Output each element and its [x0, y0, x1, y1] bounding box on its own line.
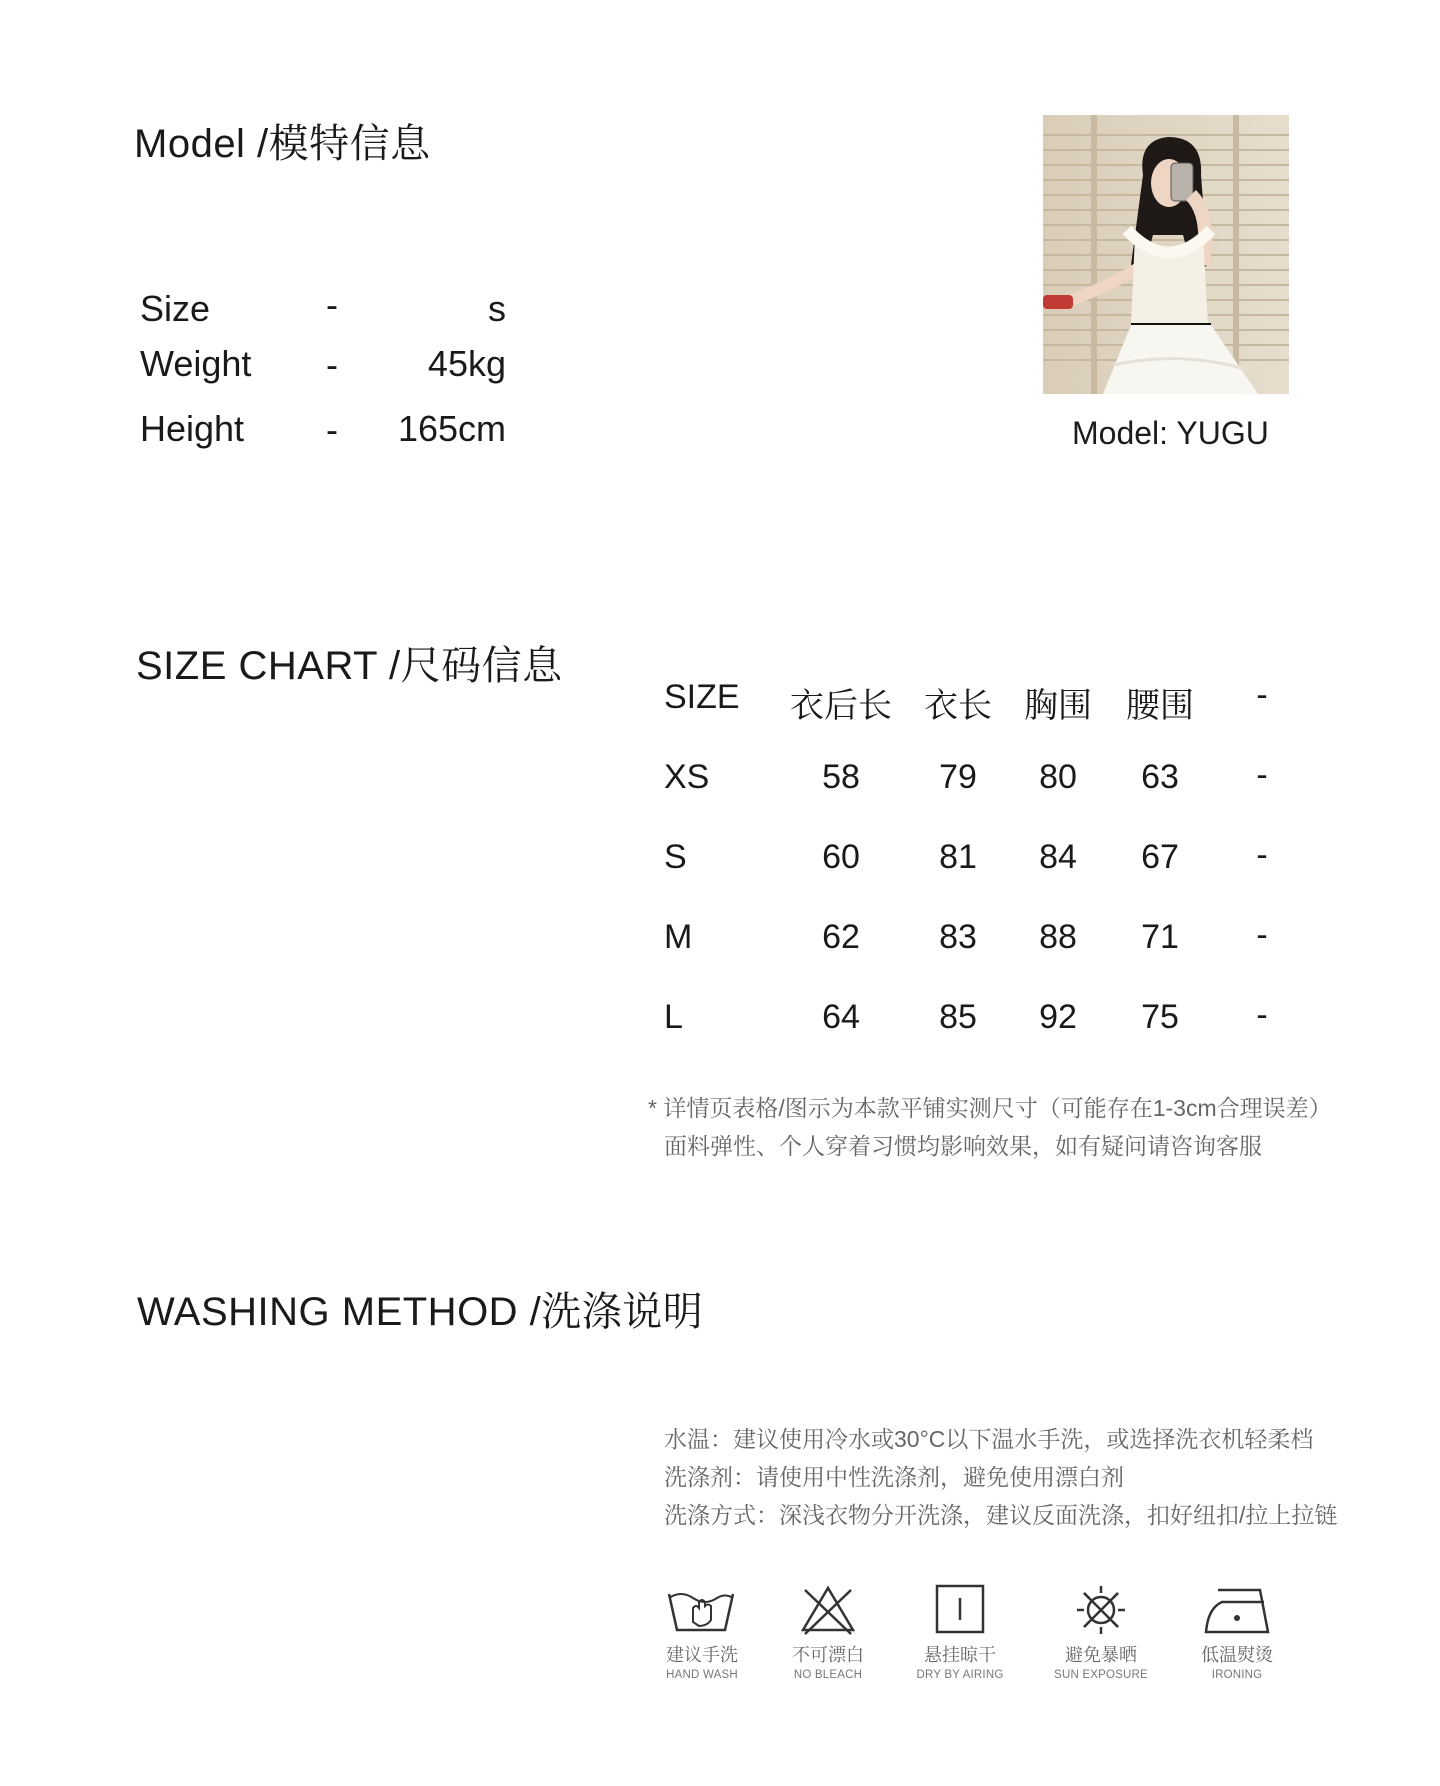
no-sun-label: 避免暴晒 — [1065, 1645, 1137, 1665]
table-cell: 62 — [822, 918, 860, 956]
table-cell: - — [1256, 916, 1268, 954]
table-cell: 63 — [1141, 758, 1179, 796]
stat-dash-height: - — [326, 409, 338, 450]
table-cell: 80 — [1039, 758, 1077, 796]
low-iron-sub: IRONING — [1211, 1669, 1263, 1681]
table-header-size: SIZE — [664, 678, 740, 716]
stat-value-size: s — [488, 288, 506, 329]
table-cell: - — [1256, 836, 1268, 874]
washing-line-detergent: 洗涤剂：请使用中性洗涤剂，避免使用漂白剂 — [664, 1464, 1124, 1490]
table-cell: 64 — [822, 998, 860, 1036]
hand-wash-sub: HAND WASH — [666, 1669, 738, 1681]
table-cell: 92 — [1039, 998, 1077, 1036]
table-cell: 71 — [1141, 918, 1179, 956]
table-cell: 88 — [1039, 918, 1077, 956]
size-note-line1: * 详情页表格/图示为本款平铺实测尺寸（可能存在1-3cm合理误差） — [648, 1095, 1332, 1121]
no-bleach-icon — [789, 1582, 867, 1638]
table-cell-size: S — [664, 838, 687, 876]
washing-heading: WASHING METHOD /洗涤说明 — [137, 1290, 704, 1334]
hang-dry-label: 悬挂晾干 — [924, 1645, 996, 1665]
table-cell-size: M — [664, 918, 693, 956]
low-iron-label: 低温熨烫 — [1201, 1645, 1273, 1665]
stat-value-weight: 45kg — [427, 343, 506, 384]
hand-wash-label: 建议手洗 — [666, 1645, 738, 1665]
hand-wash-icon — [663, 1582, 741, 1638]
stat-dash-weight: - — [326, 344, 338, 385]
no-sun-sub: SUN EXPOSURE — [1054, 1669, 1148, 1681]
no-bleach-sub: NO BLEACH — [793, 1669, 863, 1681]
low-iron-icon — [1198, 1582, 1276, 1638]
no-sun-icon — [1062, 1582, 1140, 1638]
table-cell: 81 — [939, 838, 977, 876]
table-cell: 85 — [939, 998, 977, 1036]
table-header-back-length: 衣后长 — [790, 687, 892, 725]
table-header-extra: - — [1256, 676, 1268, 714]
washing-line-method: 洗涤方式：深浅衣物分开洗涤，建议反面洗涤，扣好纽扣/拉上拉链 — [664, 1502, 1338, 1528]
hang-dry-sub: DRY BY AIRING — [916, 1669, 1004, 1681]
size-chart-heading: SIZE CHART /尺码信息 — [136, 644, 563, 688]
stat-dash-size: - — [326, 284, 338, 325]
table-cell: 84 — [1039, 838, 1077, 876]
table-cell: 67 — [1141, 838, 1179, 876]
table-cell-size: L — [664, 998, 683, 1036]
table-cell: - — [1256, 756, 1268, 794]
table-header-waist: 腰围 — [1126, 687, 1194, 725]
size-note-line2: 面料弹性、个人穿着习惯均影响效果，如有疑问请咨询客服 — [664, 1133, 1262, 1159]
table-cell: 60 — [822, 838, 860, 876]
model-caption: Model: YUGU — [1072, 415, 1269, 451]
table-cell: 79 — [939, 758, 977, 796]
stat-label-size: Size — [140, 288, 211, 329]
table-cell: - — [1256, 996, 1268, 1034]
no-bleach-label: 不可漂白 — [792, 1645, 864, 1665]
washing-line-water: 水温：建议使用冷水或30°C以下温水手洗，或选择洗衣机轻柔档 — [664, 1426, 1314, 1452]
table-header-length: 衣长 — [924, 687, 992, 725]
table-cell: 58 — [822, 758, 860, 796]
table-cell-size: XS — [664, 758, 710, 796]
stat-label-height: Height — [140, 408, 245, 449]
stat-value-height: 165cm — [397, 408, 506, 449]
model-heading: Model /模特信息 — [134, 122, 431, 166]
stat-label-weight: Weight — [140, 343, 252, 384]
hang-dry-icon — [921, 1582, 999, 1638]
table-cell: 83 — [939, 918, 977, 956]
table-header-chest: 胸围 — [1024, 687, 1092, 725]
table-cell: 75 — [1141, 998, 1179, 1036]
model-photo — [1043, 115, 1289, 394]
model-photo-illustration — [1043, 115, 1289, 394]
